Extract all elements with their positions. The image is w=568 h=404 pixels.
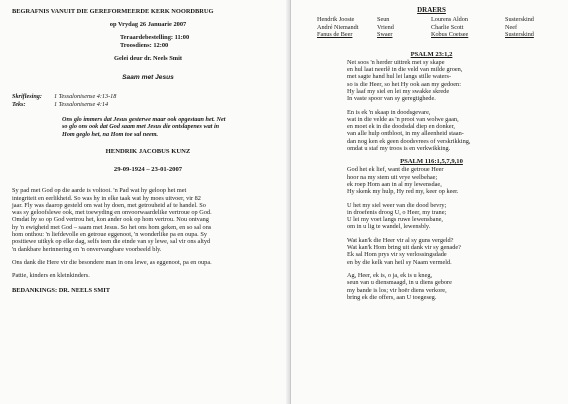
psalm-116-title: PSALM 116:1,5,7,9,10 xyxy=(400,158,463,166)
psalm-23-title: PSALM 23:1,2 xyxy=(410,50,453,58)
psalm-line: met sagte hand hul lei langs stille waters- xyxy=(347,73,452,81)
psalm-line: in droefenis droog U, o Heer, my trane; xyxy=(347,208,447,216)
pallbearer-name: André Niemandt xyxy=(317,23,359,31)
psalm-line: bring ek die offers, aan U toegeseg. xyxy=(347,293,437,301)
service-date: op Vrydag 26 Januarie 2007 xyxy=(109,21,187,28)
pallbearer-relation: Vriend xyxy=(377,23,394,31)
tribute-line: Sy pad met God op die aarde is voltooi. 'n Pad wat hy geloop het met xyxy=(12,187,187,195)
quote-line: Ons glo immers dat Jesus gesterwe maar ook opgestaan het. Net xyxy=(62,116,226,123)
quote-line: Hom geglo het, na Hom toe sal neem. xyxy=(62,130,159,138)
pallbearer-name: Lourens Aldon xyxy=(431,16,468,23)
psalm-stanza xyxy=(303,59,560,103)
thanks-paragraph xyxy=(12,259,284,266)
quote-line: so glo ons ook dat God saam met Jesus die ontslapenes wat in xyxy=(62,123,220,131)
acknowledgements: BEDANKINGS: DR. NEELS SMIT xyxy=(12,287,111,295)
tribute-line: jaar. Fly was daarop gesteld om wat hy doen, met getrouheid af te handel. So xyxy=(12,201,206,209)
memorial-time: Troosdiens: 12:00 xyxy=(120,41,169,49)
psalm-line: In vaste spoor van sy geregtighede. xyxy=(347,95,436,103)
service-leader: Gelei deur dr. Neels Smit xyxy=(114,55,182,63)
pallbearer-relation: Susterskind xyxy=(505,31,534,39)
reading-text: 1 Tessalonisense 4:13-18 xyxy=(54,93,117,101)
tribute-line: Omdat hy so op God vertrou het, kon ander ook op hom vertrou. Nou ontvang xyxy=(12,216,209,224)
psalm-line: so is die Heer, so het Hy ook aan my gedoen: xyxy=(347,80,461,88)
tribute-line: hy 'n ewigheid met God – saam met Jesus. So het ons hom geken, en so sal ons xyxy=(12,223,212,231)
tribute-line: positiewe uitkyk op elke dag, selfs teen die einde van sy lewe, sal vir ons altyd xyxy=(12,238,211,246)
service-times xyxy=(120,34,284,49)
psalm-line: en hul laat neerlê in die veld van milde groen, xyxy=(347,66,463,74)
psalm-line: En is ek 'n skaap in doodsgevare, xyxy=(347,108,431,116)
right-page xyxy=(290,0,568,404)
reading-label: Skriflesing: xyxy=(12,93,42,101)
pallbearer-relation: Seun xyxy=(377,16,390,23)
motto: Saam met Jesus xyxy=(122,74,174,82)
reading-label: Teks: xyxy=(12,100,26,108)
pallbearer-name: Kobus Coetsee xyxy=(431,31,469,39)
psalm-line: Wat kan'k die Heer vir al sy guns vergeld? xyxy=(347,236,454,244)
psalm-line: omdat u staf my troos is en verkwikking. xyxy=(347,145,451,153)
pallbearer-name: Charlie Scott xyxy=(431,23,464,31)
psalm-line: ek roep Hom aan in al my lewensdae, xyxy=(347,180,442,188)
pallbearers-table xyxy=(303,16,560,39)
thanks-line: Ons dank die Here vir die besondere man in ons lewe, as eggenoot, pa en oupa. xyxy=(12,258,212,266)
psalm-line: God het ek lief, want die getroue Heer xyxy=(347,166,444,174)
psalm-line: U lei my voet langs ruwe lewensbane, xyxy=(347,216,443,224)
psalm-line: Hy laaf my siel en lei my swakke skrede xyxy=(347,87,450,95)
psalm-line: Net soos 'n herder uittrek met sy skape xyxy=(347,58,445,66)
deceased-name: HENDRIK JACOBUS KUNZ xyxy=(105,148,191,156)
pallbearer-name: Fanus de Beer xyxy=(317,31,353,39)
psalm-line: Hy skenk my hulp, Hy red my, keer op keer. xyxy=(347,188,459,196)
psalm-stanza xyxy=(303,237,560,266)
tribute-paragraph xyxy=(12,187,284,253)
burial-time: Teraardebestelling: 11:00 xyxy=(120,34,190,41)
tribute-line: hom onthou: 'n liefdevolle en getroue eggenoot, 'n wonderlike pa en oupa. Sy xyxy=(12,231,207,238)
pallbearer-relation: Swaer xyxy=(377,31,393,39)
scripture-quote xyxy=(62,116,284,138)
pallbearer-name: Hendrik Jooste xyxy=(317,16,355,23)
tribute-line: was sy geloofslewe ook, met toewyding en onvoorwaardelike vertroue op God. xyxy=(12,209,212,217)
family-line: Pattie, kinders en kleinkinders. xyxy=(12,272,90,280)
pallbearer-relation: Susterskind xyxy=(505,16,534,23)
tribute-line: 'n dankbare herinnering en 'n onvervangbare voorbeeld bly. xyxy=(12,245,162,253)
psalm-line: hoor na my stem uit vrye welbehae; xyxy=(347,173,438,181)
psalm-stanza xyxy=(303,166,560,195)
psalm-line: Wat kan'k Hom bring uit dank vir sy genade? xyxy=(347,244,461,252)
reading-text: 1 Tessalonisense 4:14 xyxy=(54,100,109,108)
scripture-readings xyxy=(12,93,284,108)
psalm-stanza xyxy=(303,109,560,153)
psalm-line: my bande is los; vir hoër diens verkore, xyxy=(347,286,447,294)
psalm-line: van alle hulp ontbloot, in my alleenheid staan- xyxy=(347,130,464,138)
psalm-line: dan nog ken ek geen doodsvrees of verskrikking, xyxy=(347,137,471,145)
service-header: BEGRAFNIS VANUIT DIE GEREFORMEERDE KERK NOORDBRUG xyxy=(12,8,214,15)
tribute-line: integriteit en eerlikheid. So was hy in elke taak wat hy moes uitvoer, vir 82 xyxy=(12,194,201,202)
pallbearers-title: DRAERS xyxy=(417,6,446,14)
psalm-line: U het my siel weer van die dood bevry; xyxy=(347,201,447,209)
lifespan: 29-09-1924 – 23-01-2007 xyxy=(113,166,183,174)
psalm-line: en by die kelk van heil sy Naam vermeld. xyxy=(347,258,452,266)
reading-row xyxy=(12,101,284,108)
pallbearer-relation: Neef xyxy=(505,23,518,31)
family-paragraph xyxy=(12,272,284,279)
psalm-line: wat in die velde as 'n prooi van wolwe gaan, xyxy=(347,115,459,123)
psalm-stanza xyxy=(303,272,560,301)
psalm-line: om in u lig te wandel, lewensbly. xyxy=(347,223,431,231)
psalm-line: en moet ek in die doodsdal diep en donker, xyxy=(347,123,455,131)
psalm-line: Ek sal Hom prys vir sy verlossingsdade xyxy=(347,251,447,259)
reading-row xyxy=(12,93,284,100)
psalm-line: Ag, Heer, ek is, o ja, ek is u kneg, xyxy=(347,271,433,279)
psalm-stanza xyxy=(303,202,560,231)
psalm-line: seun van u diensmaagd, in u diens gebore xyxy=(347,279,452,287)
